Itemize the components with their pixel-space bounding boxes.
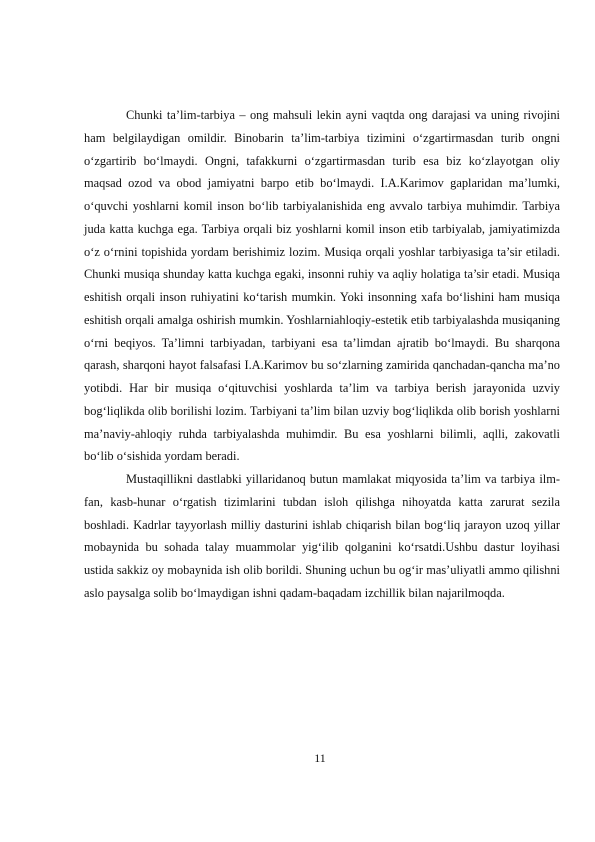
page-number: 11: [314, 751, 326, 765]
paragraph-1: Chunki ta’lim-tarbiya – ong mahsuli lekin ayni vaqtda ong darajasi va uning rivojini ham belgilaydigan omildir. Binobarin ta’lim-tarbiya tizimini o‘zgartirmasdan turib ongni o‘zgartirib bo‘lmaydi. Ongni, tafakkurni o‘zgartirmasdan turib esa biz ko‘zlayotgan oliy maqsad ozod va obod jamiyatni barpo etib bo‘lmaydi. I.A.Karimov gaplaridan ma’lumki, o‘quvchi yoshlarni komil inson bo‘lib tarbiyalanishida eng avvalo tarbiya muhimdir. Tarbiya juda katta kuchga ega. Tarbiya orqali biz yoshlarni komil inson etib tarbiyalab, jamiyatimizda o‘z o‘rnini topishida yordam berishimiz lozim. Musiqa orqali yoshlar tarbiyasiga ta’sir etiladi. Chunki musiqa shunday katta kuchga egaki, insonni ruhiy va aqliy holatiga ta’sir etadi. Musiqa eshitish orqali inson ruhiyatini ko‘tarish mumkin. Yoki insonning xafa bo‘lishini ham musiqa eshitish orqali amalga oshirish mumkin. Yoshlarniahloqiy-estetik etib tarbiyalashda musiqaning o‘rni beqiyos. Ta’limni tarbiyadan, tarbiyani esa ta’limdan ajratib bo‘lmaydi. Bu sharqona qarash, sharqoni hayot falsafasi I.A.Karimov bu so‘zlarning zamirida qanchadan-qancha ma’no yotibdi. Har bir musiqa o‘qituvchisi yoshlarda ta’lim va tarbiya berish jarayonida uzviy bog‘liqlikda olib borilishi lozim. Tarbiyani ta’lim bilan uzviy bog‘liqlikda olib borish yoshlarni ma’naviy-ahloqiy ruhda tarbiyalashda muhimdir. Bu esa yoshlarni bilimli, aqlli, zakovatli bo‘lib o‘sishida yordam beradi.: [84, 108, 560, 464]
document-page: [84, 104, 560, 605]
paragraph-2: Mustaqillikni dastlabki yillaridanoq butun mamlakat miqyosida ta’lim va tarbiya ilm-fan, kasb-hunar o‘rgatish tizimlarini tubdan isloh qilishga nihoyatda katta zarurat sezila boshladi. Kadrlar tayyorlash milliy dasturini ishlab chiqarish bilan bog‘liq jarayon uzoq yillar mobaynida bu sohada talay muammolar yig‘ilib qolganini ko‘rsatdi.Ushbu dastur loyihasi ustida sakkiz oy mobaynida ish olib borildi. Shuning uchun bu og‘ir mas’uliyatli ammo qilishni aslo paysalga solib bo‘lmaydigan ishni qadam-baqadam izchillik bilan najarilmoqda.: [84, 472, 560, 600]
